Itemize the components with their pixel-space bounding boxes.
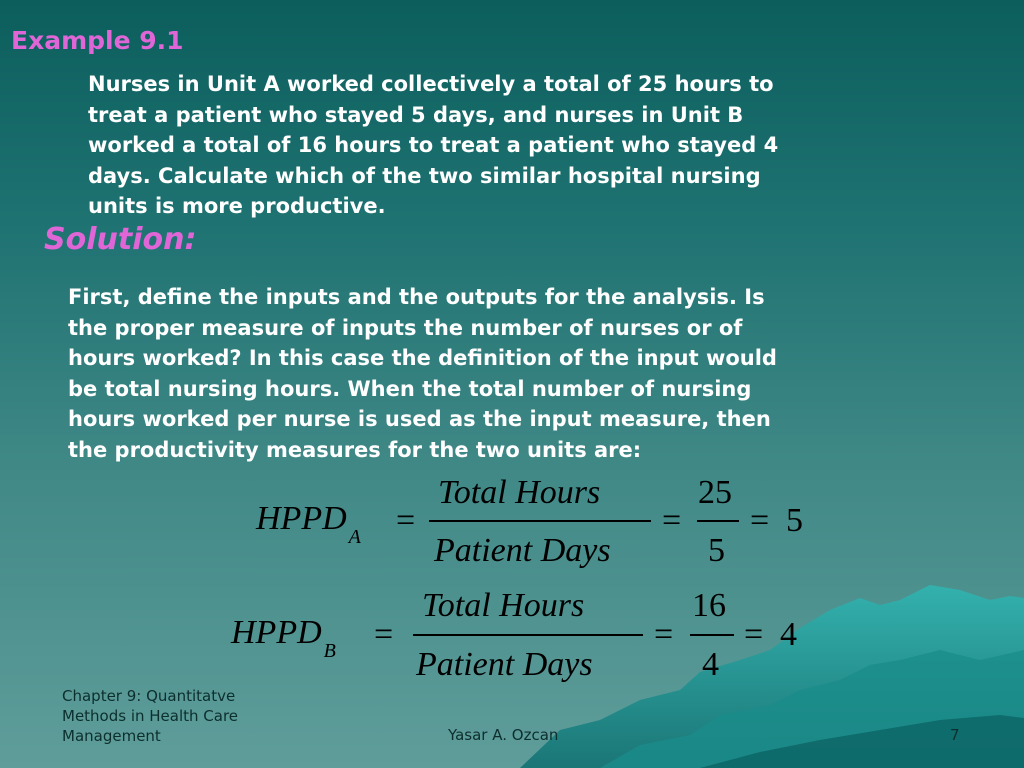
equation-lhs: HPPD $_A$	[256, 500, 361, 548]
example-title: Example 9.1	[11, 26, 184, 55]
equation-subscript: A	[348, 526, 361, 548]
fraction-bar	[697, 520, 739, 522]
solution-heading: Solution:	[44, 222, 197, 257]
fraction-numerator: Total Hours	[422, 587, 585, 624]
fraction-bar	[429, 520, 651, 522]
equals-sign: =	[654, 616, 674, 653]
page-number: 7	[950, 726, 960, 744]
equals-sign: =	[750, 502, 770, 539]
solution-text: First, define the inputs and the outputs for the analysis. Is the proper measure of inputs the number of nurses or of hours worked? In this case the definition of the input would be total nursing hours. When the total number of nursing hours worked per nurse is used as the input measure, then the productivity measures for the two units are:	[68, 285, 777, 462]
problem-statement: Nurses in Unit A worked collectively a total of 25 hours to treat a patient who stayed 5 days, and nurses in Unit B worked a total of 16 hours to treat a patient who stayed 4 days. Calculate which of the two similar hospital nursing units is more productive.	[88, 72, 779, 218]
equals-sign: =	[396, 502, 416, 539]
equation-subscript: B	[323, 640, 336, 662]
value-numerator: 16	[692, 587, 726, 624]
fraction-denominator: Patient Days	[434, 532, 611, 569]
fraction-bar	[690, 634, 734, 636]
equals-sign: =	[374, 616, 394, 653]
value-denominator: 4	[702, 646, 719, 683]
footer-author: Yasar A. Ozcan	[448, 726, 559, 744]
fraction-denominator: Patient Days	[416, 646, 593, 683]
equation-lhs: HPPD $_B$	[231, 614, 336, 662]
fraction-bar	[413, 634, 643, 636]
fraction-numerator: Total Hours	[438, 474, 601, 511]
value-numerator: 25	[698, 474, 732, 511]
footer-course-title: Chapter 9: Quantitatve Methods in Health Care Management	[62, 687, 239, 745]
value-denominator: 5	[708, 532, 725, 569]
result-value: 5	[786, 502, 803, 539]
equals-sign: =	[662, 502, 682, 539]
equals-sign: =	[744, 616, 764, 653]
result-value: 4	[780, 616, 797, 653]
